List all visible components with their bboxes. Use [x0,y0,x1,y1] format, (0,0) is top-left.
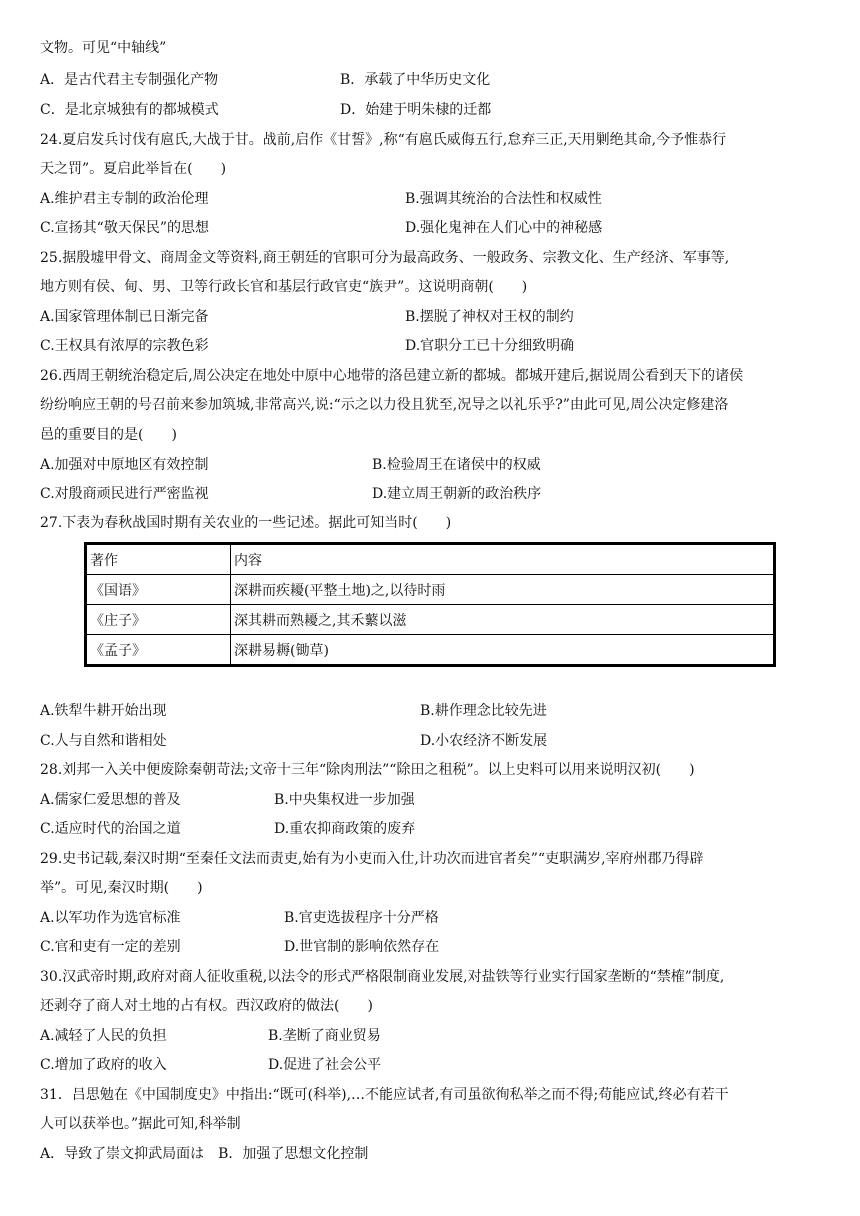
q23-option-d: D．始建于明朱棣的迁都 [340,102,492,118]
q26-option-c: C.对殷商顽民进行严密监视 [40,486,209,502]
q26-option-a: A.加强对中原地区有效控制 [40,457,209,473]
table-row [86,575,775,605]
q29-option-d: D.世官制的影响依然存在 [284,939,440,955]
table-header-row [86,544,775,575]
q26-stem-line2: 纷纷响应王朝的号召前来参加筑城,非常高兴,说:“示之以力役且犹至,况导之以礼乐乎?”由此可见,周公决定修建洛 [40,397,729,413]
q30-option-d: D.促进了社会公平 [268,1057,382,1073]
q29-option-b: B.官吏选拔程序十分严格 [284,910,439,926]
q29-stem-line1: 29.史书记载,秦汉时期“至秦任文法而责吏,始有为小吏而入仕,计功次而进官者矣”“吏职满岁,宰府州郡乃得辟 [40,851,704,867]
q26-stem-line3: 邑的重要目的是( ) [40,427,177,443]
q28-stem-line1: 28.刘邦一入关中便废除秦朝苛法;文帝十三年“除肉刑法”“除田之租税”。以上史料可以用来说明汉初( ) [40,762,695,778]
q30-stem-line1: 30.汉武帝时期,政府对商人征收重税,以法令的形式严格限制商业发展,对盐铁等行业实行国家垄断的“禁榷”制度, [40,969,725,985]
q25-option-a: A.国家管理体制已日渐完备 [40,309,209,325]
q24-option-a: A.维护君主专制的政治伦理 [40,191,209,207]
q31-stem-line1: 31．吕思勉在《中国制度史》中指出:“既可(科举),…不能应试者,有司虽欲徇私举之而不得;苟能应试,终必有若干 [40,1087,729,1103]
q25-stem-line2: 地方则有侯、甸、男、卫等行政长官和基层行政官吏“族尹”。这说明商朝( ) [40,279,528,295]
q30-option-a: A.减轻了人民的负担 [40,1028,167,1044]
table-header-cell: 内容 [231,544,775,575]
q26-option-d: D.建立周王朝新的政治秩序 [372,486,542,502]
q31-options-a-b: A．导致了崇文抑武局面は B．加强了思想文化控制 [40,1146,369,1162]
table-row [86,635,775,666]
q23-option-a: A．是古代君主专制强化产物 [40,72,219,88]
q25-option-b: B.摆脱了神权对王权的制约 [405,309,574,325]
q24-option-b: B.强调其统治的合法性和权威性 [405,191,602,207]
q27-option-b: B.耕作理念比较先进 [420,703,547,719]
q27-option-d: D.小农经济不断发展 [420,733,548,749]
q24-option-d: D.强化鬼神在人们心中的神秘感 [405,220,603,236]
q28-option-c: C.适应时代的治国之道 [40,821,181,837]
table-cell: 《庄子》 [86,605,231,635]
q27-stem-line1: 27.下表为春秋战国时期有关农业的一些记述。据此可知当时( ) [40,515,452,531]
q26-stem-line1: 26.西周王朝统治稳定后,周公决定在地处中原中心地带的洛邑建立新的都城。都城开建后,据说周公看到天下的诸侯 [40,368,744,384]
q26-option-b: B.检验周王在诸侯中的权威 [372,457,541,473]
q25-option-c: C.王权具有浓厚的宗教色彩 [40,338,209,354]
q28-option-d: D.重农抑商政策的废弃 [274,821,416,837]
q29-stem-line2: 举”。可见,秦汉时期( ) [40,880,203,896]
q29-option-a: A.以军功作为选官标准 [40,910,181,926]
q30-stem-line2: 还剥夺了商人对土地的占有权。西汉政府的做法( ) [40,998,373,1014]
q30-option-c: C.增加了政府的收入 [40,1057,167,1073]
q30-option-b: B.垄断了商业贸易 [268,1028,381,1044]
q31-stem-line2: 人可以获举也。”据此可知,科举制 [40,1116,241,1132]
q29-option-c: C.官和吏有一定的差别 [40,939,181,955]
q27-option-c: C.人与自然和谐相处 [40,733,167,749]
table-cell: 深其耕而熟耰之,其禾蘩以滋 [231,605,775,635]
q25-option-d: D.官职分工已十分细致明确 [405,338,575,354]
q23-stem-tail: 文物。可见“中轴线” [40,40,167,56]
q24-option-c: C.宣扬其“敬天保民”的思想 [40,220,209,236]
q24-stem-line2: 天之罚”。夏启此举旨在( ) [40,161,227,177]
q28-option-a: A.儒家仁爱思想的普及 [40,792,181,808]
q23-option-b: B．承载了中华历史文化 [340,72,491,88]
table-cell: 《国语》 [86,575,231,605]
q27-option-a: A.铁犁牛耕开始出现 [40,703,167,719]
table-cell: 《孟子》 [86,635,231,666]
table-cell: 深耕而疾耰(平整土地)之,以待时雨 [231,575,775,605]
q24-stem-line1: 24.夏启发兵讨伐有扈氏,大战于甘。战前,启作《甘誓》,称“有扈氏威侮五行,怠弃三正,天用剿绝其命,今予惟恭行 [40,132,727,148]
q28-option-b: B.中央集权进一步加强 [274,792,415,808]
table-cell: 深耕易耨(锄草) [231,635,775,666]
q23-option-c: C．是北京城独有的都城模式 [40,102,219,118]
q25-stem-line1: 25.据殷墟甲骨文、商周金文等资料,商王朝廷的官职可分为最高政务、一般政务、宗教文化、生产经济、军事等, [40,250,730,266]
table-header-cell: 著作 [86,544,231,575]
q27-data-table [84,542,776,667]
table-row [86,605,775,635]
